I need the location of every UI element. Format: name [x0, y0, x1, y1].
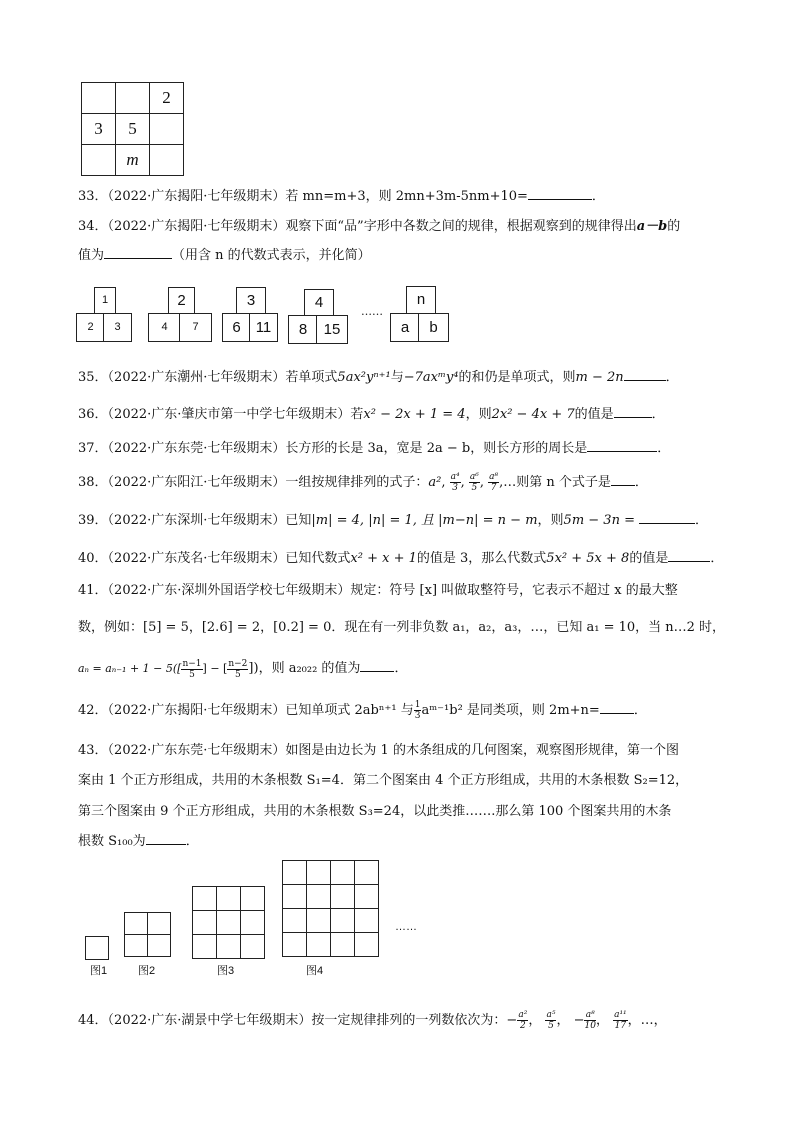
question-34: 34．（2022·广东揭阳·七年级期末）观察下面“品”字形中各数之间的规律，根据观察到的规律得出a－b的 [78, 219, 681, 234]
question-42: 42．（2022·广东揭阳·七年级期末）已知单项式 2abⁿ⁺¹ 与 $\frac{1}{3}$ aᵐ⁻¹b² 是同类项，则 2m+n= ． [78, 700, 647, 721]
pin-figure-n: n a b [390, 286, 450, 342]
figure-3-label: 图3 [217, 965, 235, 977]
fraction: $\frac{\text{a¹¹}}{17}$ [614, 1010, 627, 1031]
grid-cell: 3 [82, 114, 116, 145]
grid-cell [150, 114, 184, 145]
figure-4-label: 图4 [306, 965, 324, 977]
fraction: $\frac{\text{a⁵}}{5}$ [546, 1010, 556, 1031]
answer-blank[interactable] [600, 699, 634, 714]
grid-cell: m [116, 145, 150, 176]
figure-2-label: 图2 [138, 965, 156, 977]
question-41-cont: 数，例如：[5] = 5，[2.6] = 2，[0.2] = 0．现在有一列非负数 a₁，a₂，a₃，…，已知 a₁ = 10，当 n…2 时， [78, 620, 726, 635]
answer-blank[interactable] [587, 437, 657, 452]
pin-figure-1: 1 2 3 [76, 287, 132, 341]
figure-1-label: 图1 [90, 965, 108, 977]
answer-blank[interactable] [611, 471, 635, 486]
grid-cell [116, 83, 150, 114]
question-43-line2: 案由 1 个正方形组成，共用的木条根数 S₁=4．第二个图案由 4 个正方形组成，共用的木条根数 S₂=12， [78, 773, 689, 788]
fraction: $\frac{1}{3}$ [414, 700, 421, 721]
question-41-formula: aₙ = aₙ₋₁ + 1 − 5([ $\frac{n-1}{5}$ ] − [ $\frac{n-2}{5}$ ])，则 a₂₀₂₂ 的值为 ． [78, 658, 408, 680]
ellipsis: …… [361, 305, 383, 318]
fraction: $\frac{n-2}{5}$ [228, 658, 248, 680]
grid-cell [150, 145, 184, 176]
figure-4-grid [282, 860, 379, 957]
answer-blank[interactable] [639, 509, 695, 524]
question-41: 41．（2022·广东·深圳外国语学校七年级期末）规定：符号 [x] 叫做取整符号，它表示不超过 x 的最大整 [78, 583, 678, 598]
answer-blank[interactable] [528, 185, 592, 200]
grid-cell: 2 [150, 83, 184, 114]
answer-blank[interactable] [624, 366, 666, 381]
answer-blank[interactable] [614, 403, 652, 418]
question-44: 44．（2022·广东·湖景中学七年级期末）按一定规律排列的一列数依次为：− $\frac{\text{a²}}{2}$ ， $\frac{\text{a⁵}}{5}$ ， − $\frac{\text{a⁸}}{10}$ ， $\frac{\text{a¹¹}}{17}$ ，…， [78, 1010, 667, 1031]
question-40: 40．（2022·广东茂名·七年级期末）已知代数式x² + x + 1的值是 3，那么代数式5x² + 5x + 8的值是 ． [78, 546, 718, 572]
answer-blank[interactable] [668, 547, 710, 562]
answer-blank[interactable] [360, 657, 394, 672]
figure-3-grid [192, 886, 265, 959]
grid-cell [82, 145, 116, 176]
question-33: 33．（2022·广东揭阳·七年级期末）若 mn=m+3，则 2mn+3m-5nm+10= ． [78, 184, 718, 210]
fraction: $\frac{\text{a²}}{2}$ [518, 1010, 528, 1031]
fraction: $\frac{\text{a⁶}}{5}$ [469, 472, 479, 493]
question-43-line4: 根数 S₁₀₀为 ． [78, 829, 718, 855]
pin-figure-3: 3 6 11 [222, 287, 280, 341]
question-38: 38．（2022·广东阳江·七年级期末）一组按规律排列的式子：a², $\frac{\text{a⁴}}{3}$ , $\frac{\text{a⁶}}{5}$ , $\frac{\text{a⁸}}{7}$ ,…则第 n 个式子是 ． [78, 472, 648, 493]
question-43: 43．（2022·广东东莞·七年级期末）如图是由边长为 1 的木条组成的几何图案，观察图形规律，第一个图 [78, 743, 679, 758]
question-35: 35．（2022·广东潮州·七年级期末）若单项式5ax²yⁿ⁺¹与−7axᵐy⁴的和仍是单项式，则m − 2n ． [78, 365, 718, 391]
grid-cell: 5 [116, 114, 150, 145]
fraction: $\frac{n-1}{5}$ [182, 658, 202, 680]
grid-cell [82, 83, 116, 114]
fraction: $\frac{\text{a⁸}}{7}$ [489, 472, 499, 493]
figure-ellipsis: …… [395, 921, 417, 933]
figure-1-square [85, 936, 109, 960]
answer-blank[interactable] [104, 244, 172, 259]
pin-figure-4: 4 8 15 [288, 289, 350, 343]
question-43-line3: 第三个图案由 9 个正方形组成，共用的木条根数 S₃=24，以此类推…….那么第 100 个图案共用的木条 [78, 804, 672, 819]
question-36: 36．（2022·广东·肇庆市第一中学七年级期末）若x² − 2x + 1 = 4，则2x² − 4x + 7的值是 ． [78, 402, 718, 428]
fraction: $\frac{\text{a⁴}}{3}$ [450, 472, 460, 493]
fraction: $\frac{\text{a⁸}}{10}$ [584, 1010, 596, 1031]
figure-2-grid [124, 912, 171, 957]
pin-figure-2: 2 4 7 [148, 287, 212, 341]
question-39: 39．（2022·广东深圳·七年级期末）已知|m| = 4, |n| = 1, 且 |m−n| = n − m，则5m − 3n = ． [78, 508, 718, 534]
question-37: 37．（2022·广东东莞·七年级期末）长方形的长是 3a，宽是 2a − b，则长方形的周长是 ． [78, 436, 718, 462]
question-34-cont: 值为 （用含 n 的代数式表示，并化简） [78, 243, 718, 269]
answer-blank[interactable] [146, 830, 186, 845]
number-grid [81, 82, 184, 176]
